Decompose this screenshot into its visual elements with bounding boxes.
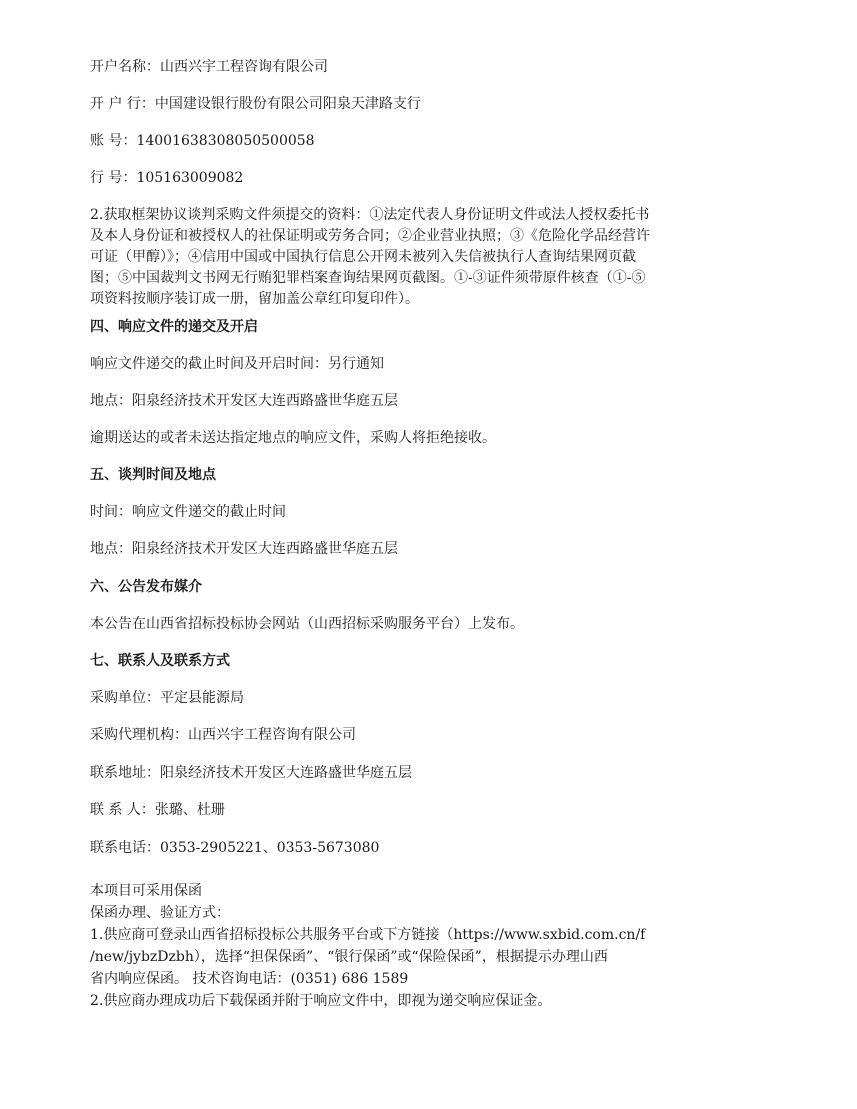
paragraph-line: 图；⑤中国裁判文书网无行贿犯罪档案查询结果网页截图。①-③证件须带原件核查（①-⑤ [90, 270, 646, 286]
submission-deadline: 响应文件递交的截止时间及开启时间：另行通知 [90, 356, 384, 372]
required-documents-paragraph [90, 205, 770, 310]
paragraph-line: 2.获取框架协议谈判采购文件须提交的资料：①法定代表人身份证明文件或法人授权委托书 [90, 207, 650, 223]
paragraph-line: 2.供应商办理成功后下载保函并附于响应文件中，即视为递交响应保证金。 [90, 993, 552, 1009]
purchaser: 采购单位：平定县能源局 [90, 690, 244, 706]
paragraph-line: 省内响应保函。 技术咨询电话：(0351) 686 1589 [90, 971, 409, 987]
procurement-agency: 采购代理机构：山西兴宇工程咨询有限公司 [90, 727, 356, 743]
account-name: 开户名称：山西兴宇工程咨询有限公司 [90, 59, 328, 75]
account-number: 账 号：14001638308050500058 [90, 133, 315, 149]
submission-location: 地点：阳泉经济技术开发区大连西路盛世华庭五层 [90, 393, 398, 409]
paragraph-line: 可证（甲醇）》；④信用中国或中国执行信息公开网未被列入失信被执行人查询结果网页截 [90, 249, 636, 265]
paragraph-line: 项资料按顺序装订成一册，留加盖公章红印复印件）。 [90, 291, 419, 307]
paragraph-line: 1.供应商可登录山西省招标投标公共服务平台或下方链接（https://www.sxbid.com.cn/f [90, 927, 646, 943]
publication-media: 本公告在山西省招标投标协会网站（山西招标采购服务平台）上发布。 [90, 616, 524, 632]
section-6-heading: 六、公告发布媒介 [90, 579, 202, 595]
bank-number: 行 号：105163009082 [90, 170, 244, 186]
contact-address: 联系地址：阳泉经济技术开发区大连路盛世华庭五层 [90, 765, 412, 781]
negotiation-location: 地点：阳泉经济技术开发区大连西路盛世华庭五层 [90, 541, 398, 557]
paragraph-line: /new/jybzDzbh），选择“担保保函”、“银行保函”或“保险保函”，根据提示办理山西 [90, 949, 608, 965]
guarantee-section [90, 880, 770, 1012]
contact-phone: 联系电话：0353-2905221、0353-5673080 [90, 840, 380, 856]
paragraph-line: 保函办理、验证方式： [90, 905, 230, 921]
paragraph-line: 及本人身份证和被授权人的社保证明或劳务合同；②企业营业执照；③《危险化学品经营许 [90, 228, 650, 244]
late-submission-notice: 逾期送达的或者未送达指定地点的响应文件，采购人将拒绝接收。 [90, 430, 496, 446]
section-4-heading: 四、响应文件的递交及开启 [90, 319, 258, 335]
bank-name: 开 户 行：中国建设银行股份有限公司阳泉天津路支行 [90, 96, 421, 112]
section-5-heading: 五、谈判时间及地点 [90, 467, 216, 483]
negotiation-time: 时间：响应文件递交的截止时间 [90, 504, 286, 520]
contact-person: 联 系 人：张璐、杜珊 [90, 802, 225, 818]
paragraph-line: 本项目可采用保函 [90, 883, 202, 899]
section-7-heading: 七、联系人及联系方式 [90, 653, 230, 669]
